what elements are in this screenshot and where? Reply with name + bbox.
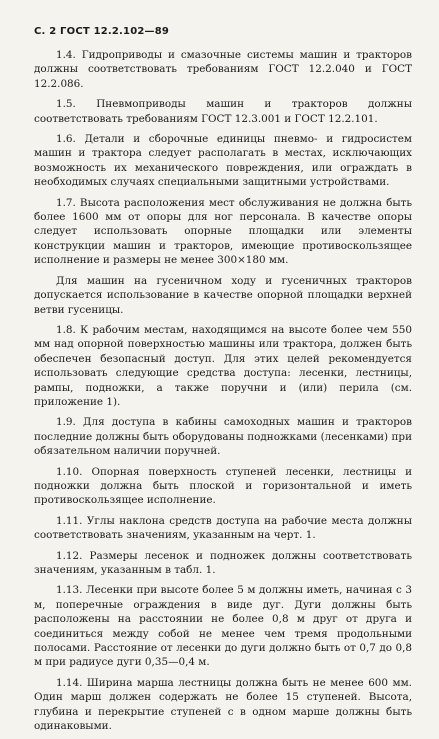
document-body bbox=[34, 48, 412, 739]
paragraph-1-14: 1.14. Ширина марша лестницы должна быть не менее 600 мм. Один марш должен содержать не более 15 ступеней. Высота, глубина и перекрытие ступеней с в одном марше должны быть одинаковыми. bbox=[34, 676, 412, 733]
paragraph-1-8: 1.8. К рабочим местам, находящимся на высоте более чем 550 мм над опорной поверхностью машины или трактора, должен быть обеспечен безопасный доступ. Для этих целей рекомендуется использовать следующие средства доступа: лесенки, лестницы, рампы, подножки, а также поручни и (или) перила (см. приложение 1). bbox=[34, 323, 412, 408]
paragraph-1-7: 1.7. Высота расположения мест обслуживания не должна быть более 1600 мм от опоры для ног персонала. В качестве опоры следует использовать опорные площадки или элементы конструкции машин и тракторов, имеющие противоскользящее исполнение и размеры не менее 300×180 мм. bbox=[34, 196, 412, 267]
paragraph-1-11: 1.11. Углы наклона средств доступа на рабочие места должны соответствовать значениям, указанным на черт. 1. bbox=[34, 514, 412, 542]
paragraph-1-9: 1.9. Для доступа в кабины самоходных машин и тракторов последние должны быть оборудованы подножками (лесенками) при обязательном наличии поручней. bbox=[34, 416, 412, 458]
paragraph-1-13: 1.13. Лесенки при высоте более 5 м должны иметь, начиная с 3 м, поперечные ограждения в виде дуг. Дуги должны быть расположены на расстоянии не более 0,8 м друг от друга и соединиться между собой не менее чем тремя продольными полосами. Расстояние от лесенки до дуги должно быть от 0,7 до 0,8 м при радиусе дуги 0,35—0,4 м. bbox=[34, 584, 412, 669]
paragraph-1-7-note: Для машин на гусеничном ходу и гусеничных тракторов допускается использование в качестве опорной площадки верхней ветви гусеницы. bbox=[34, 274, 412, 316]
paragraph-1-5: 1.5. Пневмоприводы машин и тракторов должны соответствовать требованиям ГОСТ 12.3.001 и ГОСТ 12.2.101. bbox=[34, 98, 412, 125]
paragraph-1-6: 1.6. Детали и сборочные единицы пневмо- и гидросистем машин и трактора следует располагать в местах, исключающих возможность их механического повреждения, или ограждать в необходимых случаях специальными защитными устройствами. bbox=[34, 133, 412, 189]
page-header: С. 2 ГОСТ 12.2.102—89 bbox=[34, 26, 170, 37]
paragraph-1-12: 1.12. Размеры лесенок и подножек должны соответствовать значениям, указанным в табл. 1. bbox=[34, 549, 412, 576]
paragraph-1-4: 1.4. Гидроприводы и смазочные системы машин и тракторов должны соответствовать требованиям ГОСТ 12.2.040 и ГОСТ 12.2.086. bbox=[34, 49, 412, 90]
paragraph-1-10: 1.10. Опорная поверхность ступеней лесенки, лестницы и подножки должна быть плоской и горизонтальной и иметь противоскользящее исполнение. bbox=[34, 465, 412, 507]
